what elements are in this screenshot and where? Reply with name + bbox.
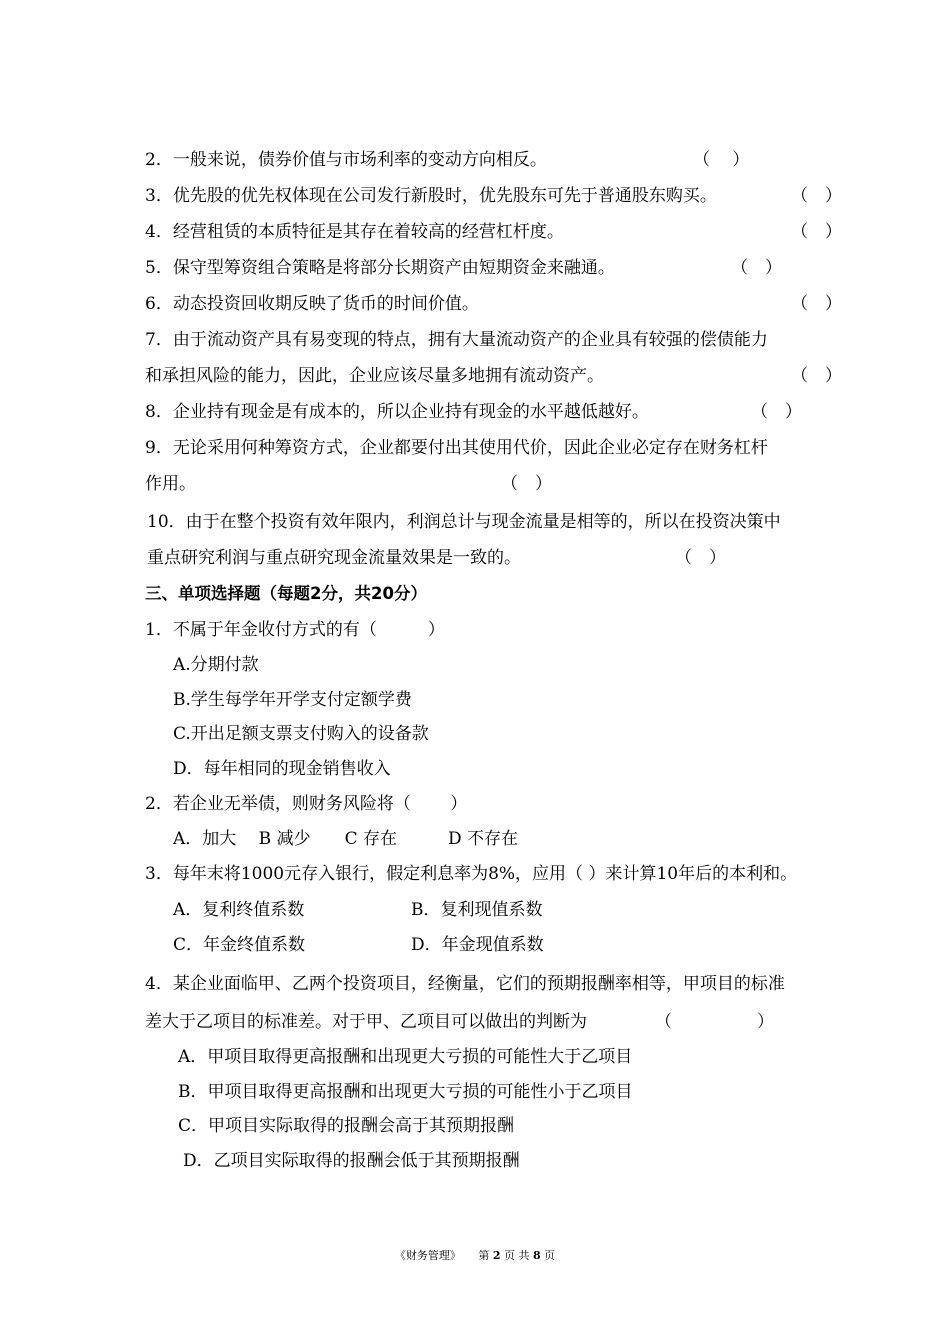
mc-q3-option-c — [173, 933, 873, 957]
judge-q4-paren: （ ） — [791, 222, 842, 242]
mc-q4-paren: （ ） — [655, 1012, 774, 1032]
footer-page-prefix: 第 — [478, 1249, 490, 1262]
mc-q3-option-d: D．年金现值系数 — [411, 935, 544, 955]
mc-q4-line2 — [145, 1010, 845, 1034]
judge-q9-line2 — [145, 472, 845, 496]
judge-q9-line1: 9．无论采用何种筹资方式，企业都要付出其使用代价，因此企业必定存在财务杠杆 — [145, 438, 768, 458]
judge-q10-text2: 重点研究利润与重点研究现金流量效果是一致的。 — [147, 548, 521, 568]
judge-q4-text: 4．经营租赁的本质特征是其存在着较高的经营杠杆度。 — [145, 222, 564, 242]
mc-q4-option-b: B．甲项目取得更高报酬和出现更大亏损的可能性小于乙项目 — [178, 1082, 633, 1102]
footer-page-mid: 页 共 — [503, 1249, 530, 1262]
mc-q4-option-c: C．甲项目实际取得的报酬会高于其预期报酬 — [178, 1116, 515, 1136]
footer-total-pages: 8 — [532, 1249, 541, 1262]
judge-q7-paren: （ ） — [791, 366, 842, 386]
judge-q2-text: 2．一般来说，债券价值与市场利率的变动方向相反。 — [145, 150, 547, 170]
judge-q7-line1: 7．由于流动资产具有易变现的特点，拥有大量流动资产的企业具有较强的偿债能力 — [145, 330, 768, 350]
judge-q6 — [145, 292, 845, 316]
page-footer — [0, 1248, 950, 1264]
mc-q2-options: A．加大 B 减少 C 存在 D 不存在 — [173, 829, 519, 849]
mc-q3-option-b: B．复利现值系数 — [411, 900, 543, 920]
judge-q8-text: 8．企业持有现金是有成本的，所以企业持有现金的水平越低越好。 — [145, 402, 649, 422]
judge-q2 — [145, 148, 845, 172]
mc-q4-option-a: A．甲项目取得更高报酬和出现更大亏损的可能性大于乙项目 — [178, 1047, 633, 1067]
footer-page-number: 2 — [492, 1249, 501, 1262]
judge-q10-paren: （ ） — [675, 548, 726, 568]
judge-q3-paren: （ ） — [791, 186, 842, 206]
judge-q6-paren: （ ） — [791, 294, 842, 314]
judge-q2-paren: （ ） — [693, 150, 750, 170]
judge-q5-paren: （ ） — [731, 258, 782, 278]
judge-q7-text2: 和承担风险的能力，因此，企业应该尽量多地拥有流动资产。 — [145, 366, 604, 386]
mc-q1-option-c: C.开出足额支票支付购入的设备款 — [173, 724, 429, 744]
mc-q1-option-d: D．每年相同的现金销售收入 — [173, 759, 391, 779]
mc-q4-text2: 差大于乙项目的标准差。对于甲、乙项目可以做出的判断为 — [145, 1012, 587, 1032]
judge-q10-line1: 10．由于在整个投资有效年限内，利润总计与现金流量是相等的，所以在投资决策中 — [147, 512, 781, 532]
judge-q3 — [145, 184, 845, 208]
judge-q5-text: 5．保守型筹资组合策略是将部分长期资产由短期资金来融通。 — [145, 258, 615, 278]
footer-title: 《财务管理》 — [394, 1249, 461, 1262]
mc-q1-option-a: A.分期付款 — [173, 655, 259, 675]
mc-q1-stem: 1．不属于年金收付方式的有（ ） — [145, 620, 445, 640]
mc-q2-stem: 2．若企业无举债，则财务风险将（ ） — [145, 794, 468, 814]
mc-q3-stem: 3．每年末将1000元存入银行，假定利息率为8%，应用（ ）来计算10年后的本利和。 — [145, 864, 798, 884]
mc-q4-line1: 4．某企业面临甲、乙两个投资项目，经衡量，它们的预期报酬率相等，甲项目的标准 — [145, 974, 785, 994]
judge-q8-paren: （ ） — [751, 402, 802, 422]
footer-page-suffix: 页 — [544, 1249, 556, 1262]
mc-q3-option-a-text: A．复利终值系数 — [173, 900, 305, 920]
judge-q8 — [145, 400, 845, 424]
mc-q4-option-d: D．乙项目实际取得的报酬会低于其预期报酬 — [183, 1151, 520, 1171]
judge-q5 — [145, 256, 845, 280]
section-3-heading: 三、单项选择题（每题2分，共20分） — [145, 584, 427, 603]
mc-q3-option-c-text: C．年金终值系数 — [173, 935, 306, 955]
judge-q9-paren: （ ） — [501, 474, 552, 494]
judge-q4 — [145, 220, 845, 244]
judge-q6-text: 6．动态投资回收期反映了货币的时间价值。 — [145, 294, 479, 314]
mc-q1-option-b: B.学生每学年开学支付定额学费 — [173, 690, 412, 710]
judge-q10-line2 — [147, 546, 847, 570]
judge-q7-line2 — [145, 364, 845, 388]
judge-q9-text2: 作用。 — [145, 474, 196, 494]
mc-q3-option-a — [173, 898, 873, 922]
judge-q3-text: 3．优先股的优先权体现在公司发行新股时，优先股东可先于普通股东购买。 — [145, 186, 717, 206]
